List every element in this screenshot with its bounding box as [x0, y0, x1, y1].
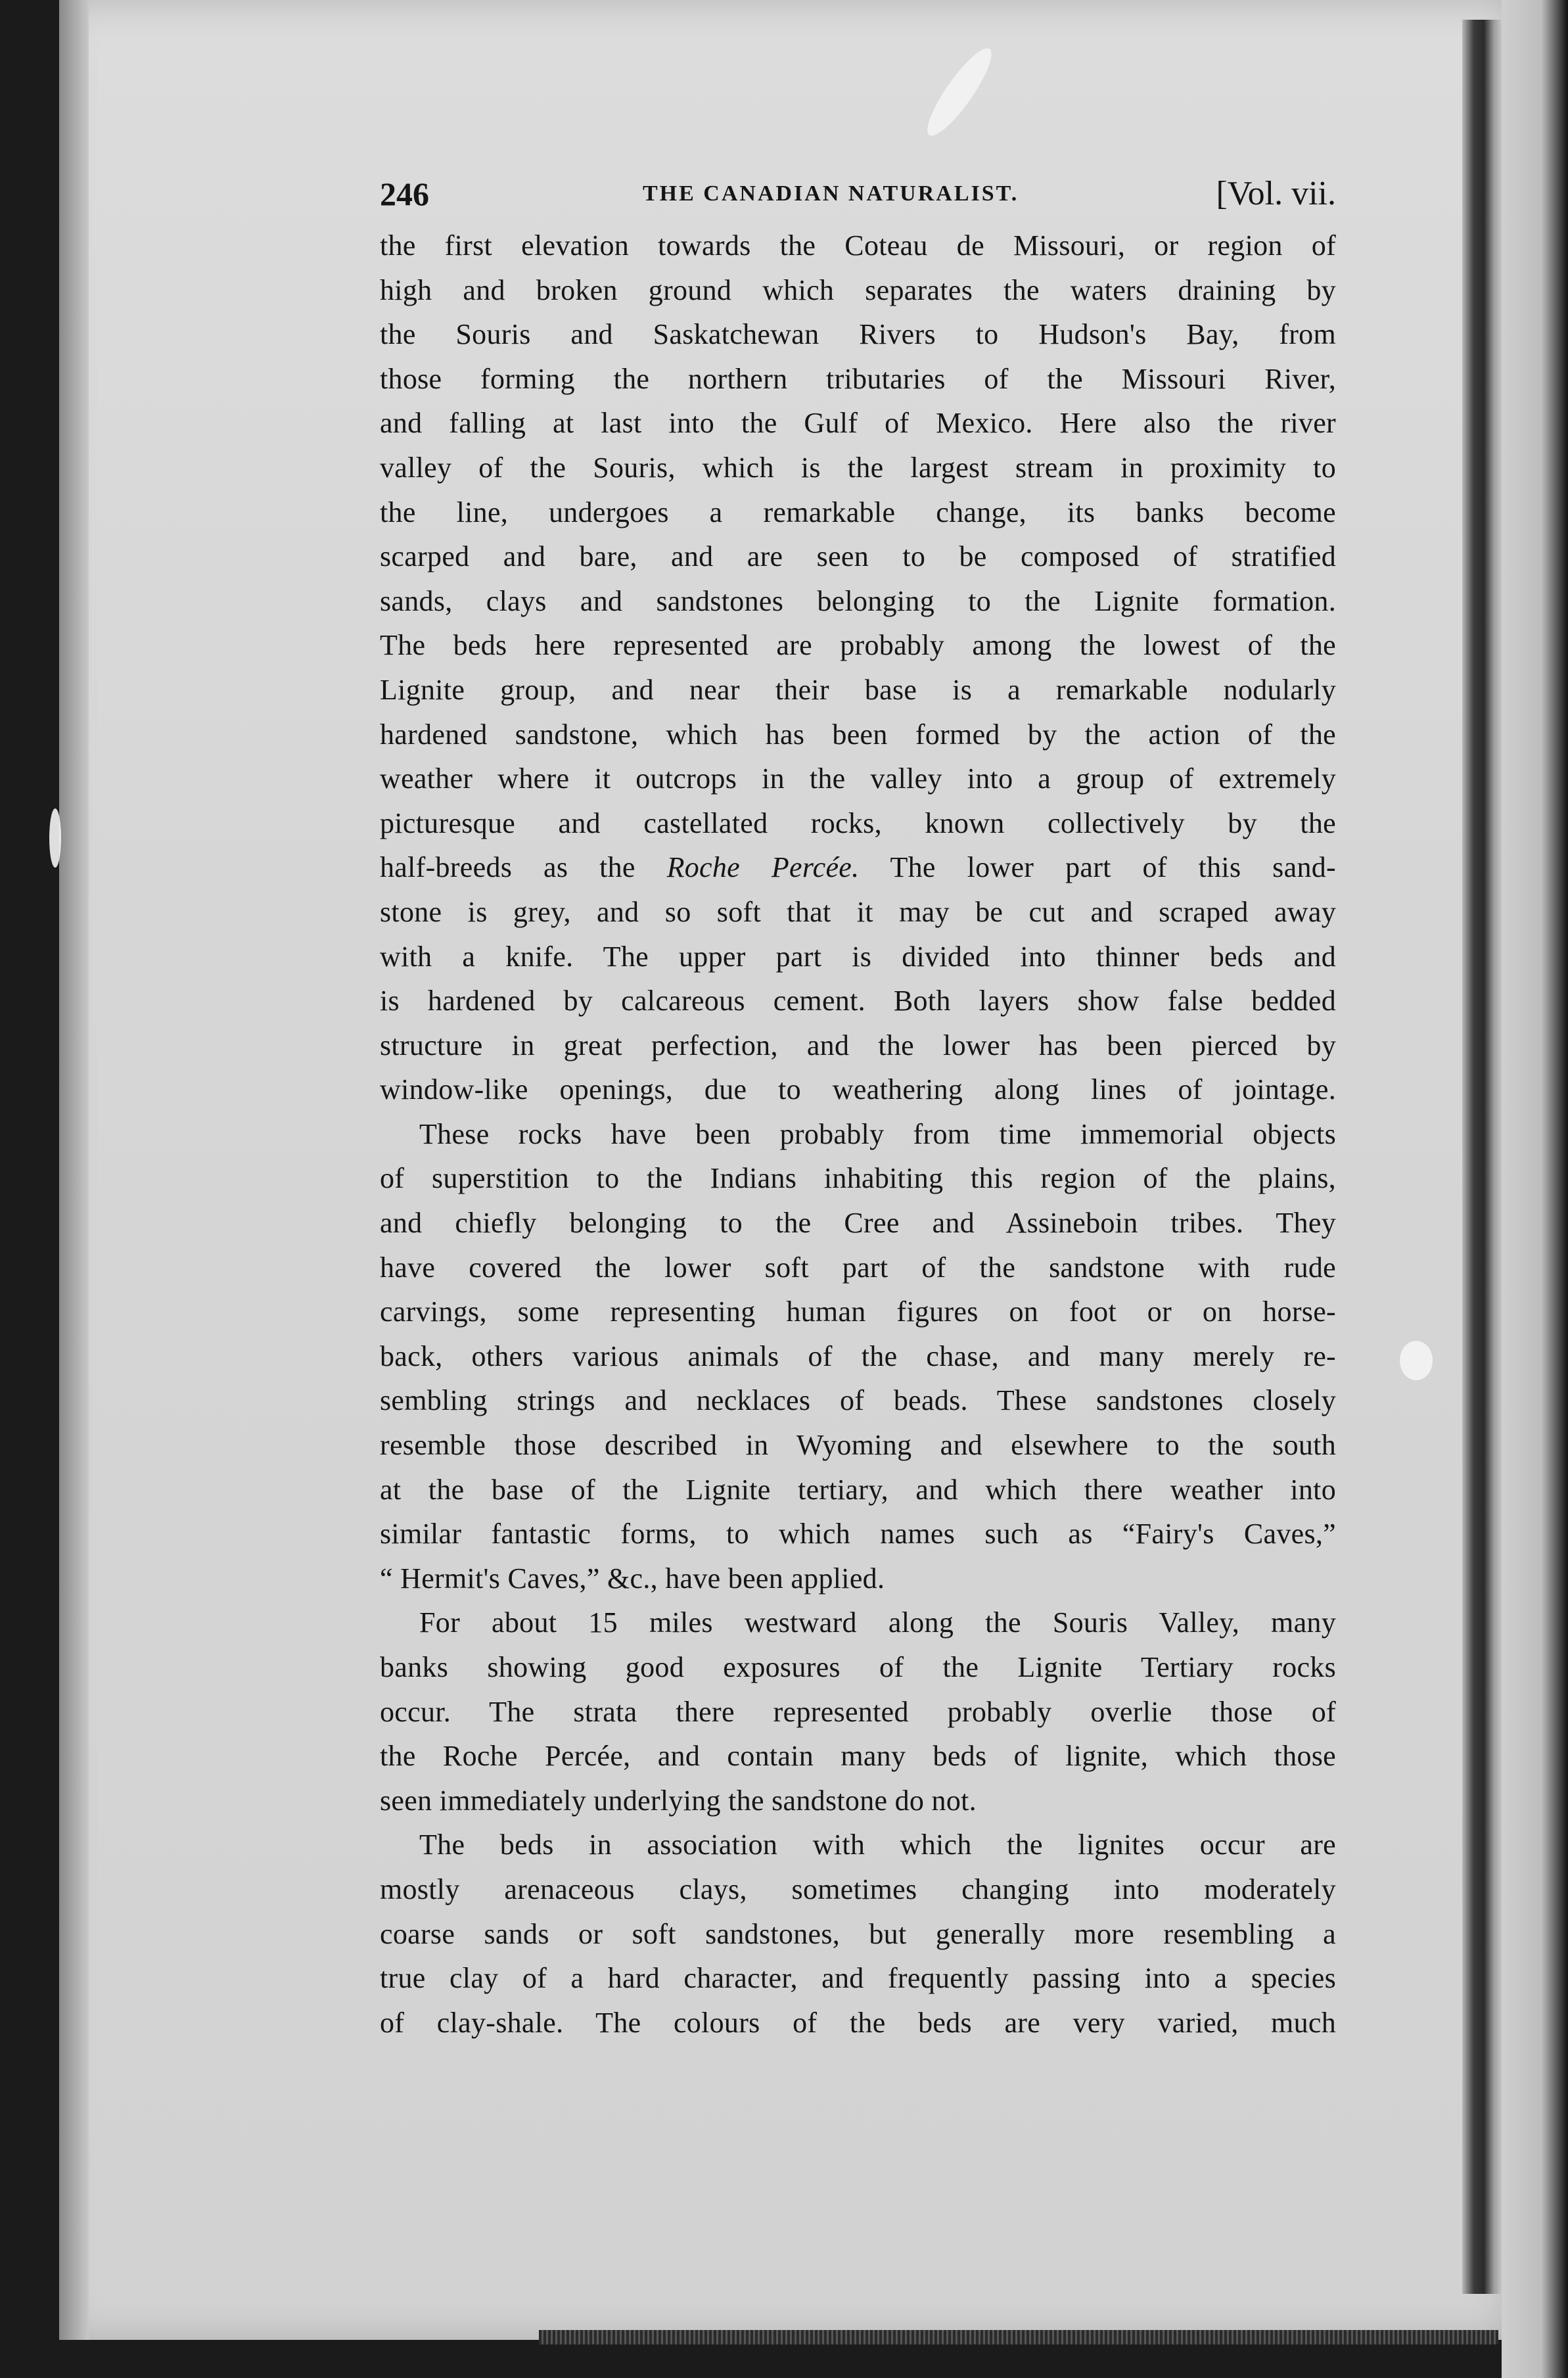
- text-line: “ Hermit's Caves,” &c., have been applied.: [380, 1562, 885, 1595]
- text-line: scarped and bare, and are seen to be composed of stratified: [380, 540, 1336, 573]
- text-line: structure in great perfection, and the lower has been pierced by: [380, 1029, 1336, 1061]
- facing-page-strip: [1502, 0, 1568, 2378]
- text-line: of superstition to the Indians inhabiting this region of the plains,: [380, 1162, 1336, 1195]
- text-line: coarse sands or soft sandstones, but generally more resembling a: [380, 1917, 1336, 1950]
- text-line: seen immediately underlying the sandstone do not.: [380, 1784, 977, 1817]
- paragraph-4: [380, 1823, 1336, 2045]
- italic-place-name: Roche Percée.: [666, 851, 860, 884]
- text-line: hardened sandstone, which has been formed by the action of the: [380, 718, 1336, 751]
- text-line: true clay of a hard character, and frequently passing into a species: [380, 1962, 1336, 1995]
- text-line: picturesque and castellated rocks, known collectively by the: [380, 806, 1336, 839]
- text-line: resemble those described in Wyoming and elsewhere to the south: [380, 1429, 1336, 1462]
- text-line: and falling at last into the Gulf of Mexico. Here also the river: [380, 407, 1336, 440]
- text-line: sands, clays and sandstones belonging to the Lignite formation.: [380, 584, 1336, 617]
- text-line: weather where it outcrops in the valley into a group of extremely: [380, 762, 1336, 795]
- text-line: The beds in association with which the lignites occur are: [419, 1829, 1336, 1861]
- page-number: 246: [380, 175, 429, 212]
- volume-label: [Vol. vii.: [1216, 175, 1336, 212]
- paragraph-3: [380, 1600, 1336, 1823]
- text-line: mostly arenaceous clays, sometimes changing into moderately: [380, 1873, 1336, 1905]
- dust-speck: [49, 808, 61, 868]
- binding-edge: [1462, 20, 1502, 2294]
- paragraph-1: [380, 223, 1336, 1112]
- text-line: the first elevation towards the Coteau de Missouri, or region of: [380, 229, 1336, 262]
- text-line: window-like openings, due to weathering along lines of jointage.: [380, 1073, 1336, 1106]
- text-line: stone is grey, and so soft that it may be cut and scraped away: [380, 895, 1336, 928]
- dust-speck: [1400, 1341, 1433, 1380]
- text-line: similar fantastic forms, to which names such as “Fairy's Caves,”: [380, 1518, 1336, 1550]
- text-line: those forming the northern tributaries of the Missouri River,: [380, 362, 1336, 395]
- running-title: THE CANADIAN NATURALIST.: [643, 181, 1019, 206]
- text-line: The beds here represented are probably among the lowest of the: [380, 629, 1336, 662]
- left-margin-shadow: [59, 0, 89, 2340]
- text-line-with-italic: [380, 845, 1336, 890]
- text-line: high and broken ground which separates the waters draining by: [380, 273, 1336, 306]
- page-header: [380, 164, 1336, 223]
- text-line: occur. The strata there represented probably overlie those of: [380, 1695, 1336, 1728]
- text-line: with a knife. The upper part is divided into thinner beds and: [380, 940, 1336, 973]
- text-line: banks showing good exposures of the Lignite Tertiary rocks: [380, 1651, 1336, 1683]
- text-line: at the base of the Lignite tertiary, and which there weather into: [380, 1473, 1336, 1506]
- text-line: sembling strings and necklaces of beads. These sandstones closely: [380, 1384, 1336, 1417]
- paragraph-2: [380, 1112, 1336, 1601]
- text-line: These rocks have been probably from time immemorial objects: [419, 1117, 1336, 1150]
- text-line: For about 15 miles westward along the Souris Valley, many: [419, 1606, 1336, 1639]
- text-line: Lignite group, and near their base is a remarkable nodularly: [380, 673, 1336, 706]
- text-line: valley of the Souris, which is the largest stream in proximity to: [380, 451, 1336, 484]
- text-line: of clay-shale. The colours of the beds are very varied, much: [380, 2006, 1336, 2039]
- text-line: the Roche Percée, and contain many beds of lignite, which those: [380, 1740, 1336, 1773]
- text-line: the Souris and Saskatchewan Rivers to Hudson's Bay, from: [380, 318, 1336, 351]
- text-column: [380, 164, 1336, 2045]
- text-fragment: half-breeds as the: [380, 851, 667, 884]
- text-line: have covered the lower soft part of the sandstone with rude: [380, 1251, 1336, 1284]
- text-line: the line, undergoes a remarkable change, its banks become: [380, 496, 1336, 528]
- text-fragment: The lower part of this sand-: [859, 851, 1336, 884]
- text-line: and chiefly belonging to the Cree and Assineboin tribes. They: [380, 1207, 1336, 1240]
- text-line: back, others various animals of the chase, and many merely re-: [380, 1340, 1336, 1372]
- bottom-page-edge: [539, 2330, 1498, 2344]
- text-line: carvings, some representing human figures on foot or on horse-: [380, 1295, 1336, 1328]
- text-line: is hardened by calcareous cement. Both layers show false bedded: [380, 985, 1336, 1017]
